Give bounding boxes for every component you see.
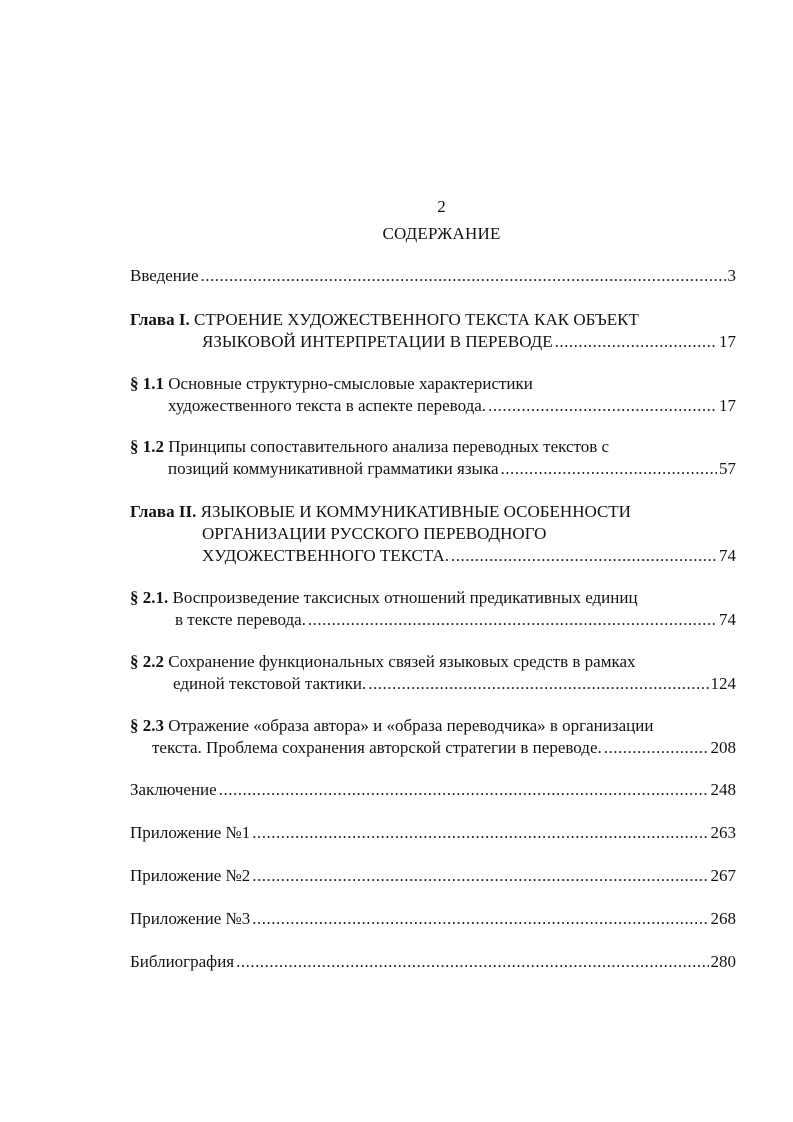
toc-entry-text: Отражение «образа автора» и «образа переводчика» в организации	[168, 716, 654, 735]
toc-entry-appendix-2[interactable]	[130, 865, 736, 887]
toc-entry-section-2-1[interactable]	[130, 587, 736, 631]
toc-entry-section-1-1[interactable]	[130, 373, 736, 417]
dot-leader	[368, 673, 708, 695]
toc-entry-text: Сохранение функциональных связей языковых средств в рамках	[168, 652, 636, 671]
toc-entry-conclusion[interactable]	[130, 779, 736, 801]
toc-page-number: 248	[710, 780, 736, 799]
toc-entry-text: ХУДОЖЕСТВЕННОГО ТЕКСТА.	[202, 546, 449, 565]
dot-leader	[488, 395, 717, 417]
toc-page-number: 208	[710, 738, 736, 757]
dot-leader	[501, 458, 717, 480]
dot-leader	[252, 865, 708, 887]
toc-entry-text: Основные структурно-смысловые характеристики	[168, 374, 533, 393]
toc-entry-text: Воспроизведение таксисных отношений предикативных единиц	[172, 588, 638, 607]
toc-entry-text: в тексте перевода.	[175, 610, 306, 629]
toc-entry-section-1-2[interactable]	[130, 436, 736, 480]
dot-leader	[219, 779, 709, 801]
dot-leader	[201, 265, 726, 287]
toc-entry-chapter-1[interactable]	[130, 309, 736, 353]
toc-entry-text: Приложение №3	[130, 909, 251, 928]
toc-page-number: 17	[719, 396, 736, 415]
toc-entry-label: § 2.2	[130, 652, 164, 671]
toc-entry-label: § 1.1	[130, 374, 164, 393]
toc-entry-text: ЯЗЫКОВОЙ ИНТЕРПРЕТАЦИИ В ПЕРЕВОДЕ	[202, 332, 553, 351]
toc-entry-text: Заключение	[130, 780, 217, 799]
dot-leader	[308, 609, 717, 631]
toc-entry-appendix-1[interactable]	[130, 822, 736, 844]
toc-entry-label: Глава I.	[130, 310, 190, 329]
toc-entry-label: Глава II.	[130, 502, 197, 521]
toc-page-number: 280	[710, 952, 736, 971]
toc-page-number: 263	[710, 823, 736, 842]
toc-entry-text: Принципы сопоставительного анализа переводных текстов с	[168, 437, 610, 456]
dot-leader	[555, 331, 717, 353]
toc-page-number: 268	[710, 909, 736, 928]
toc-entry-text: художественного текста в аспекте перевода.	[168, 396, 487, 415]
toc-page-number: 57	[719, 459, 736, 478]
toc-entry-text: позиций коммуникативной грамматики языка	[168, 459, 499, 478]
toc-entry-text: ОРГАНИЗАЦИИ РУССКОГО ПЕРЕВОДНОГО	[202, 524, 547, 543]
toc-entry-text: ЯЗЫКОВЫЕ И КОММУНИКАТИВНЫЕ ОСОБЕННОСТИ	[200, 502, 631, 521]
toc-page-number: 17	[719, 332, 736, 351]
toc-entry-introduction[interactable]	[130, 265, 736, 287]
dot-leader	[252, 908, 708, 930]
toc-page-number: 3	[727, 266, 736, 285]
toc-page-number: 267	[710, 866, 736, 885]
toc-entry-text: единой текстовой тактики.	[173, 674, 367, 693]
dot-leader	[236, 951, 708, 973]
toc-entry-text: Введение	[130, 266, 199, 285]
page-number: 2	[437, 197, 446, 216]
toc-page-number: 124	[710, 674, 736, 693]
toc-entry-text: Приложение №2	[130, 866, 251, 885]
toc-entry-text: Приложение №1	[130, 823, 251, 842]
toc-page-number: 74	[719, 546, 736, 565]
toc-entry-section-2-2[interactable]	[130, 651, 736, 695]
toc-title: СОДЕРЖАНИЕ	[382, 224, 501, 243]
toc-entry-text: текста. Проблема сохранения авторской стратегии в переводе.	[152, 738, 602, 757]
toc-entry-label: § 1.2	[130, 437, 164, 456]
toc-entry-text: Библиография	[130, 952, 235, 971]
toc-entry-chapter-2[interactable]	[130, 501, 736, 567]
dot-leader	[604, 737, 709, 759]
toc-entry-section-2-3[interactable]	[130, 715, 736, 759]
toc-entry-text: СТРОЕНИЕ ХУДОЖЕСТВЕННОГО ТЕКСТА КАК ОБЪЕКТ	[193, 310, 639, 329]
toc-entry-bibliography[interactable]	[130, 951, 736, 973]
toc-entry-label: § 2.1.	[130, 588, 169, 607]
toc-entry-label: § 2.3	[130, 716, 164, 735]
dot-leader	[252, 822, 708, 844]
toc-entry-appendix-3[interactable]	[130, 908, 736, 930]
dot-leader	[451, 545, 717, 567]
toc-page-number: 74	[719, 610, 736, 629]
